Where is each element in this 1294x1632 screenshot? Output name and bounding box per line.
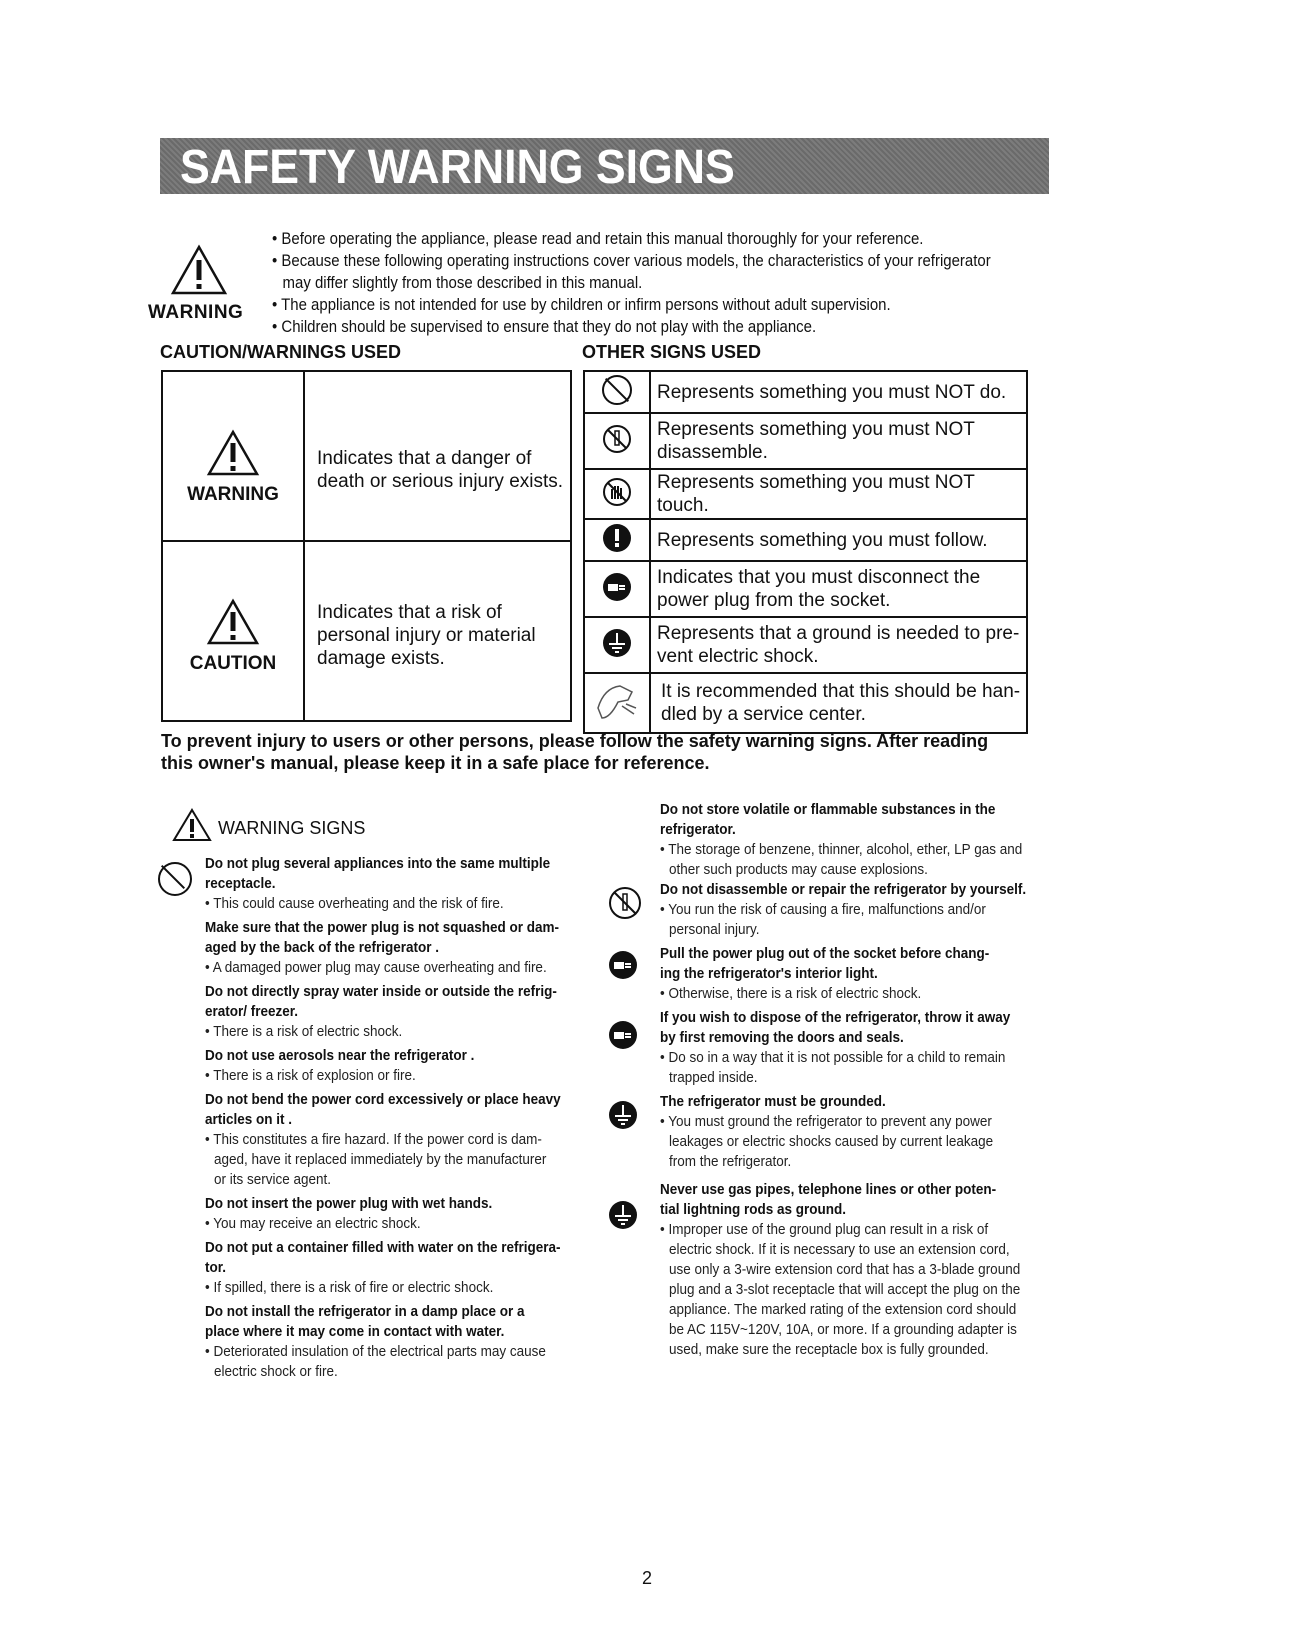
warning-description [304, 371, 571, 541]
warning-heading: receptacle. [205, 875, 276, 892]
sign-text-line: disassemble. [657, 442, 768, 463]
sign-icon-cell [584, 371, 650, 413]
warning-heading: The refrigerator must be grounded. [660, 1093, 886, 1110]
sign-icon-cell [584, 469, 650, 519]
ground-icon [602, 628, 632, 658]
caution-description [304, 541, 571, 721]
caution-text-line: damage exists. [317, 647, 445, 669]
warning-heading: Do not insert the power plug with wet hands. [205, 1195, 493, 1212]
sign-text-line: Represents something you must follow. [657, 529, 988, 551]
mandatory-icon [602, 523, 632, 553]
warning-triangle-icon [206, 429, 260, 477]
warning-detail: aged, have it replaced immediately by the manufacturer [214, 1151, 547, 1168]
sign-text-line: vent electric shock. [657, 646, 819, 667]
sign-text [650, 469, 1027, 519]
warning-detail: • Otherwise, there is a risk of electric shock. [660, 985, 922, 1002]
warning-detail: • This constitutes a fire hazard. If the power cord is dam- [205, 1131, 542, 1148]
other-signs-heading: OTHER SIGNS USED [582, 342, 762, 362]
warning-heading: place where it may come in contact with water. [205, 1323, 505, 1340]
warning-detail: • You must ground the refrigerator to prevent any power [660, 1113, 992, 1130]
warning-text-line: Indicates that a danger of [317, 448, 532, 469]
warning-heading: articles on it . [205, 1111, 293, 1128]
caution-warning-table [161, 370, 572, 722]
sign-icon-cell [584, 413, 650, 469]
unplug-icon [602, 572, 632, 602]
warning-detail: • The storage of benzene, thinner, alcohol, ether, LP gas and [660, 841, 1023, 858]
page-title: SAFETY WARNING SIGNS [180, 141, 735, 194]
warning-heading: by first removing the doors and seals. [660, 1029, 904, 1046]
warning-heading: Do not bend the power cord excessively or place heavy [205, 1091, 561, 1108]
warning-label: WARNING [187, 483, 279, 505]
warning-detail: electric shock. If it is necessary to use an extension cord, [669, 1241, 1010, 1258]
warning-heading: Do not use aerosols near the refrigerator . [205, 1047, 475, 1064]
sign-text-line: dled by a service center. [661, 704, 866, 725]
sign-text [650, 371, 1027, 413]
warning-heading: If you wish to dispose of the refrigerator, throw it away [660, 1009, 1011, 1026]
warning-detail: be AC 115V~120V, 10A, or more. If a grounding adapter is [669, 1321, 1017, 1338]
warning-heading: ing the refrigerator's interior light. [660, 965, 878, 982]
other-signs-table [583, 370, 1028, 734]
right-warning-list [660, 800, 1047, 1360]
warning-detail: • A damaged power plug may cause overheating and fire. [205, 959, 547, 976]
warning-heading: Do not disassemble or repair the refrigerator by yourself. [660, 881, 1027, 898]
warning-detail: • You may receive an electric shock. [205, 1215, 421, 1232]
warning-text-line: death or serious injury exists. [317, 471, 564, 492]
page-number: 2 [641, 1568, 652, 1588]
sign-text [650, 617, 1027, 673]
notice-line: this owner's manual, please keep it in a safe place for reference. [161, 753, 710, 773]
prohibition-icon [158, 862, 192, 896]
warning-detail: appliance. The marked rating of the extension cord should [669, 1301, 1017, 1318]
warning-heading: Never use gas pipes, telephone lines or other poten- [660, 1181, 997, 1198]
warning-heading: Make sure that the power plug is not squashed or dam- [205, 919, 560, 936]
warning-heading: Do not directly spray water inside or outside the refrig- [205, 983, 557, 1000]
intro-warning-label: WARNING [148, 302, 244, 323]
warning-signs-title: WARNING SIGNS [218, 818, 366, 838]
warning-detail: trapped inside. [669, 1069, 758, 1086]
sign-icon-cell [584, 561, 650, 617]
intro-bullet: • Children should be supervised to ensure that they do not play with the appliance. [272, 317, 817, 336]
sign-text-line: power plug from the socket. [657, 590, 891, 611]
warning-heading: aged by the back of the refrigerator . [205, 939, 440, 956]
caution-text-line: personal injury or material [317, 624, 536, 646]
warning-cell [162, 371, 304, 541]
ground-icon [608, 1200, 638, 1230]
warning-detail: other such products may cause explosions. [669, 861, 928, 878]
warning-detail: use only a 3-wire extension cord that has a 3-blade ground [669, 1261, 1021, 1278]
warning-detail: • There is a risk of explosion or fire. [205, 1067, 416, 1084]
warning-detail: • Deteriorated insulation of the electrical parts may cause [205, 1343, 546, 1360]
notice-line: To prevent injury to users or other persons, please follow the safety warning signs. After reading [161, 731, 989, 751]
unplug-icon [608, 1020, 638, 1050]
no-touch-icon [602, 477, 632, 507]
caution-label: CAUTION [189, 652, 277, 674]
sign-text [650, 519, 1027, 561]
warning-heading: Do not plug several appliances into the same multiple [205, 855, 551, 872]
intro-bullet: • The appliance is not intended for use by children or infirm persons without adult supervision. [272, 295, 891, 314]
sign-icon-cell [584, 617, 650, 673]
warning-triangle-icon [170, 244, 228, 296]
warning-detail: used, make sure the receptacle box is fully grounded. [669, 1341, 989, 1358]
sign-text-line: Represents something you must NOT touch. [657, 472, 975, 516]
warning-heading: erator/ freezer. [205, 1003, 299, 1020]
prohibition-icon [602, 375, 632, 405]
intro-bullet: • Because these following operating instructions cover various models, the characteristics of your refrigerator [272, 251, 991, 270]
safety-notice [161, 730, 988, 774]
intro-bullets [272, 228, 991, 338]
no-disassemble-icon [608, 886, 642, 920]
sign-icon-cell [584, 519, 650, 561]
warning-heading: Pull the power plug out of the socket before chang- [660, 945, 990, 962]
warning-detail: • If spilled, there is a risk of fire or electric shock. [205, 1279, 494, 1296]
title-banner [160, 138, 1049, 194]
service-center-icon [592, 678, 642, 724]
sign-text-line: Indicates that you must disconnect the [657, 567, 981, 588]
ground-icon [608, 1100, 638, 1130]
warning-detail: • Do so in a way that it is not possible for a child to remain [660, 1049, 1006, 1066]
warning-detail: • This could cause overheating and the risk of fire. [205, 895, 504, 912]
warning-detail: plug and a 3-slot receptacle that will accept the plug on the [669, 1281, 1021, 1298]
warning-triangle-icon [172, 808, 212, 842]
caution-triangle-icon [206, 598, 260, 646]
intro-bullet-cont: may differ slightly from those described in this manual. [282, 273, 643, 292]
no-disassemble-icon [602, 424, 632, 454]
sign-text-line: Represents something you must NOT [657, 419, 975, 440]
warning-detail: • Improper use of the ground plug can result in a risk of [660, 1221, 989, 1238]
sign-text-line: Represents something you must NOT do. [657, 381, 1007, 403]
sign-text [650, 561, 1027, 617]
warning-detail: leakages or electric shocks caused by current leakage [669, 1133, 994, 1150]
sign-text-line: It is recommended that this should be han- [661, 681, 1021, 702]
sign-text [650, 413, 1027, 469]
warning-heading: Do not store volatile or flammable substances in the [660, 801, 996, 818]
warning-heading: tial lightning rods as ground. [660, 1201, 847, 1218]
warning-detail: • You run the risk of causing a fire, malfunctions and/or [660, 901, 986, 918]
warning-heading: Do not put a container filled with water on the refrigera- [205, 1239, 561, 1256]
sign-text-line: Represents that a ground is needed to pre- [657, 623, 1020, 644]
warning-heading: tor. [205, 1259, 227, 1276]
sign-icon-cell [584, 673, 650, 733]
unplug-icon [608, 950, 638, 980]
sign-text [650, 673, 1027, 733]
caution-cell [162, 541, 304, 721]
warning-detail: or its service agent. [214, 1171, 332, 1188]
warning-detail: from the refrigerator. [669, 1153, 792, 1170]
intro-bullet: • Before operating the appliance, please read and retain this manual thoroughly for your reference. [272, 229, 924, 248]
caution-text-line: Indicates that a risk of [317, 601, 502, 623]
warning-detail: electric shock or fire. [214, 1363, 338, 1380]
caution-section-heading: CAUTION/WARNINGS USED [160, 342, 402, 362]
warning-detail: personal injury. [669, 921, 760, 938]
warning-heading: Do not install the refrigerator in a damp place or a [205, 1303, 525, 1320]
left-warning-list [205, 854, 592, 1382]
warning-heading: refrigerator. [660, 821, 736, 838]
warning-detail: • There is a risk of electric shock. [205, 1023, 403, 1040]
